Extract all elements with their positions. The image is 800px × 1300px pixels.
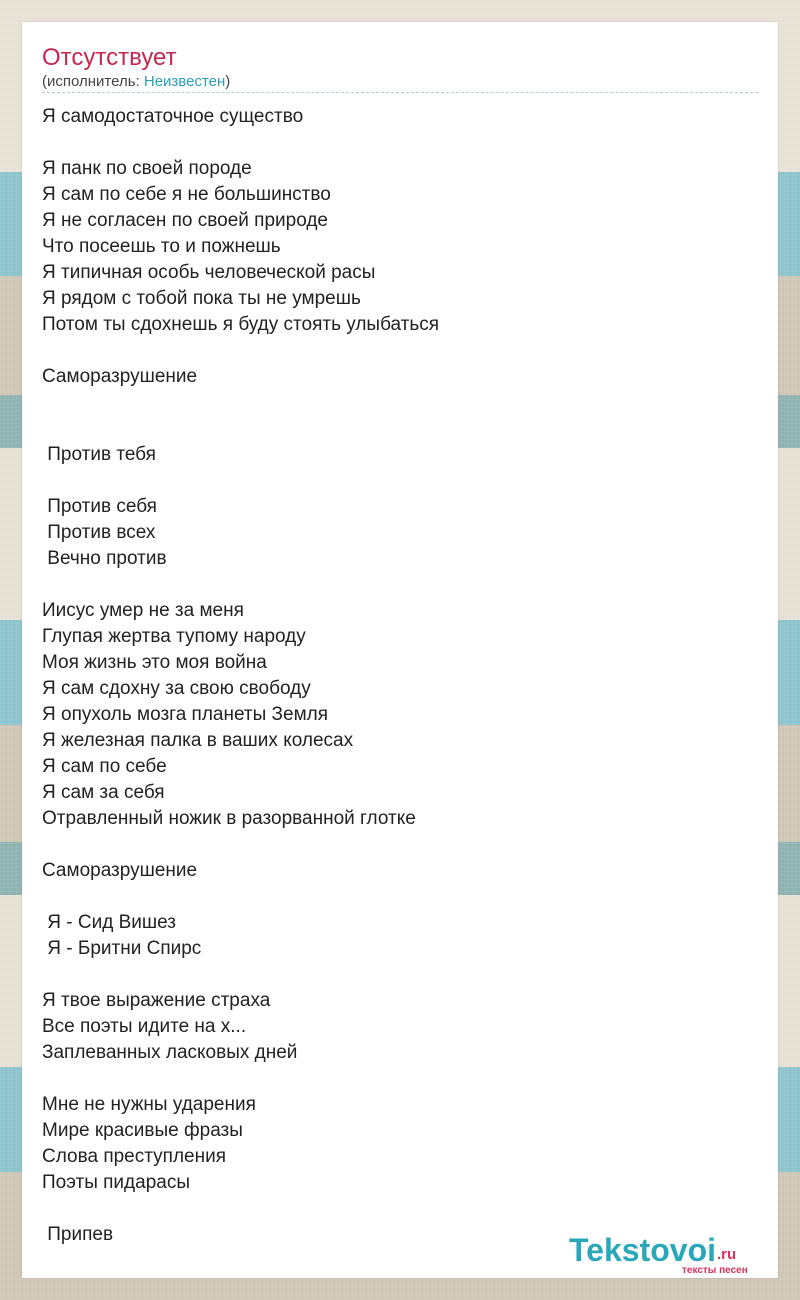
lyrics-line: Все поэты идите на х... xyxy=(42,1016,247,1037)
lyrics-line: Иисус умер не за меня xyxy=(42,600,244,621)
lyrics-blank-line xyxy=(42,338,758,364)
artist-suffix: ) xyxy=(225,73,231,90)
lyrics-blank-line xyxy=(42,572,758,598)
lyrics-line: Что посеешь то и пожнешь xyxy=(42,236,281,257)
lyrics-line: Я - Сид Вишез xyxy=(42,912,176,933)
lyrics-line: Я типичная особь человеческой расы xyxy=(42,262,376,283)
lyrics-line: Припев xyxy=(42,1224,114,1245)
lyrics-blank-line xyxy=(42,962,758,988)
lyrics-line: Моя жизнь это моя война xyxy=(42,652,267,673)
lyrics-line: Вечно против xyxy=(42,548,167,569)
lyrics-line: Саморазрушение xyxy=(42,860,198,881)
lyrics-line: Я не согласен по своей природе xyxy=(42,210,329,231)
lyrics-text xyxy=(42,104,758,1248)
lyrics-line: Против себя xyxy=(42,496,157,517)
lyrics-card xyxy=(22,22,778,1278)
lyrics-line: Саморазрушение xyxy=(42,366,198,387)
lyrics-line: Глупая жертва тупому народу xyxy=(42,626,306,647)
artist-prefix: (исполнитель: xyxy=(42,73,144,90)
lyrics-blank-line xyxy=(42,1196,758,1222)
lyrics-line: Я - Бритни Спирс xyxy=(42,938,202,959)
lyrics-line: Я рядом с тобой пока ты не умрешь xyxy=(42,288,361,309)
lyrics-blank-line xyxy=(42,832,758,858)
lyrics-line: Я панк по своей породе xyxy=(42,158,252,179)
lyrics-line: Я сам по себе я не большинство xyxy=(42,184,331,205)
lyrics-line: Я сам сдохну за свою свободу xyxy=(42,678,311,699)
tekstovoi-logo[interactable] xyxy=(569,1232,779,1278)
lyrics-line: Мне не нужны ударения xyxy=(42,1094,256,1115)
lyrics-blank-line xyxy=(42,416,758,442)
lyrics-line: Я сам по себе xyxy=(42,756,167,777)
logo-tld: .ru xyxy=(717,1246,737,1263)
lyrics-line: Я железная палка в ваших колесах xyxy=(42,730,354,751)
lyrics-line: Против тебя xyxy=(42,444,156,465)
song-title: Отсутствует xyxy=(42,44,177,71)
lyrics-line: Потом ты сдохнешь я буду стоять улыбаться xyxy=(42,314,440,335)
logo-tagline: тексты песен xyxy=(682,1265,748,1276)
lyrics-line: Я самодостаточное существо xyxy=(42,106,304,127)
lyrics-line: Отравленный ножик в разорванной глотке xyxy=(42,808,416,829)
lyrics-blank-line xyxy=(42,390,758,416)
lyrics-line: Я опухоль мозга планеты Земля xyxy=(42,704,329,725)
lyrics-line: Я сам за себя xyxy=(42,782,165,803)
lyrics-line: Мире красивые фразы xyxy=(42,1120,243,1141)
lyrics-blank-line xyxy=(42,130,758,156)
logo-main-text: Tekstovoi xyxy=(569,1232,716,1268)
lyrics-line: Я твое выражение страха xyxy=(42,990,271,1011)
artist-link[interactable]: Неизвестен xyxy=(143,73,226,90)
lyrics-line: Поэты пидарасы xyxy=(42,1172,190,1193)
lyrics-blank-line xyxy=(42,884,758,910)
lyrics-line: Заплеванных ласковых дней xyxy=(42,1042,298,1063)
title-divider xyxy=(42,92,758,93)
lyrics-blank-line xyxy=(42,1066,758,1092)
lyrics-line: Против всех xyxy=(42,522,156,543)
lyrics-line: Слова преступления xyxy=(42,1146,226,1167)
artist-line xyxy=(42,73,230,91)
lyrics-blank-line xyxy=(42,468,758,494)
